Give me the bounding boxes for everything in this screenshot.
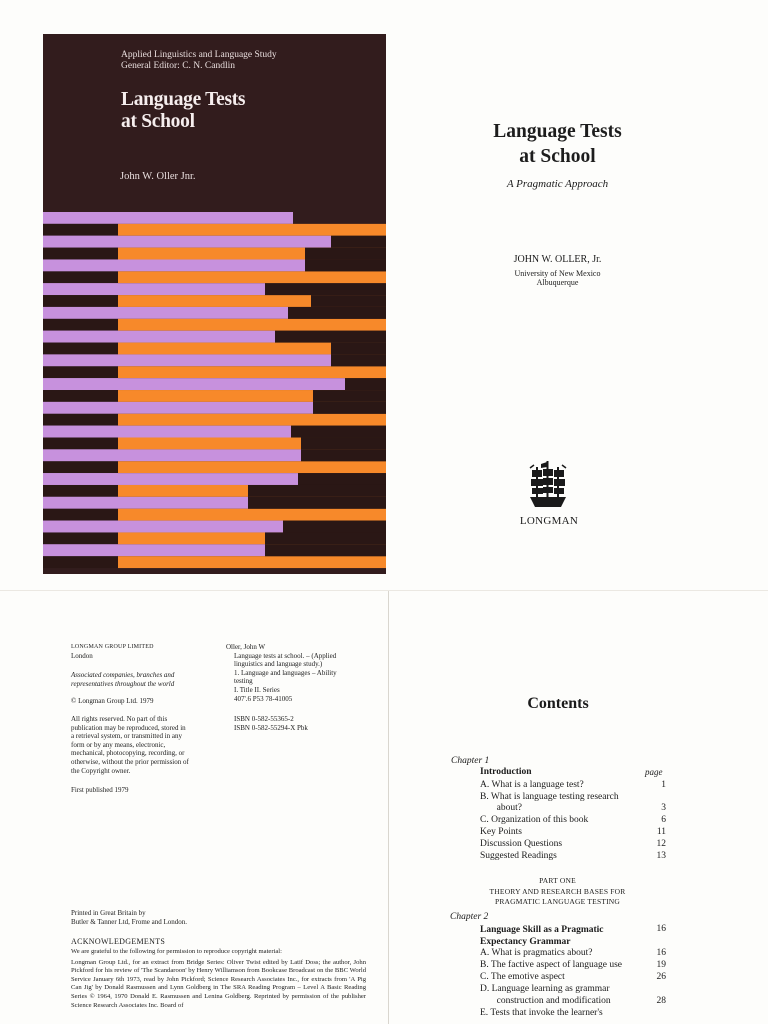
rights-line: publication may be reproduced, stored in bbox=[71, 723, 186, 732]
title-page-publisher: LONGMAN bbox=[519, 515, 579, 527]
chapter2-label: Chapter 2 bbox=[450, 912, 489, 922]
cover-stripe bbox=[43, 331, 118, 343]
cover-stripe bbox=[43, 497, 118, 509]
affiliation-line1: University of New Mexico bbox=[514, 269, 601, 278]
cover-stripe bbox=[43, 354, 118, 366]
catalogue-line: 407'.6 P53 78-41005 bbox=[234, 694, 293, 703]
cover-stripe bbox=[118, 224, 386, 236]
toc-row bbox=[480, 815, 666, 827]
toc-row bbox=[480, 780, 666, 792]
associated-line2: representatives throughout the world bbox=[71, 679, 175, 688]
printer-info bbox=[71, 909, 271, 926]
toc-entry: A. What is a language test? bbox=[480, 780, 584, 790]
contents-heading: Contents bbox=[527, 695, 589, 712]
cover-stripe bbox=[43, 438, 118, 450]
rights-line: the Copyright owner. bbox=[71, 766, 131, 775]
catalogue-line: linguistics and language study.) bbox=[234, 660, 323, 669]
part-one-line1: PART ONE bbox=[539, 876, 576, 885]
toc-entry: B. The factive aspect of language use bbox=[480, 960, 623, 970]
publisher-block bbox=[71, 643, 221, 660]
cover-stripe bbox=[43, 271, 118, 283]
cover-stripe bbox=[248, 497, 386, 509]
isbn-line: ISBN 0-582-55365-2 bbox=[234, 715, 294, 723]
toc-page: 3 bbox=[661, 803, 666, 813]
cover-stripe bbox=[43, 236, 118, 248]
cover-series-line2: General Editor: C. N. Candlin bbox=[121, 61, 235, 71]
catalogue-line: Language tests at school. – (Applied bbox=[234, 651, 337, 660]
cover-stripe bbox=[118, 509, 386, 521]
title-page-title-line1: Language Tests bbox=[493, 121, 622, 142]
printer-line2: Butler & Tanner Ltd, Frome and London. bbox=[71, 917, 188, 926]
cover-stripe bbox=[283, 521, 386, 533]
cover-stripe bbox=[43, 248, 118, 260]
cover-stripe bbox=[43, 378, 118, 390]
toc-row bbox=[480, 984, 666, 996]
toc-entry: D. Language learning as grammar bbox=[480, 984, 610, 994]
part-one-heading bbox=[450, 876, 665, 908]
title-page-title-line2: at School bbox=[519, 146, 596, 167]
rights-statement bbox=[71, 715, 221, 775]
toc-entry: Key Points bbox=[480, 827, 522, 837]
toc-page: 16 bbox=[656, 924, 666, 935]
cover-stripe bbox=[118, 271, 386, 283]
cover-stripe bbox=[118, 414, 386, 426]
cover-stripe bbox=[331, 236, 386, 248]
cover-stripe bbox=[118, 366, 386, 378]
toc-page: 28 bbox=[656, 996, 666, 1006]
cover-stripe bbox=[331, 354, 386, 366]
catalogue-entry bbox=[226, 643, 368, 703]
toc-page: 12 bbox=[656, 839, 666, 849]
catalogue-line: I. Title II. Series bbox=[234, 685, 280, 694]
cover-stripe bbox=[298, 473, 386, 485]
cover-stripe bbox=[118, 461, 386, 473]
publisher-name: LONGMAN GROUP LIMITED bbox=[71, 644, 154, 650]
page-divider-vertical bbox=[388, 590, 389, 1024]
cover-stripe bbox=[43, 295, 118, 307]
cover-series-line1: Applied Linguistics and Language Study bbox=[121, 50, 277, 60]
isbn-block bbox=[234, 715, 374, 732]
printer-line1: Printed in Great Britain by bbox=[71, 909, 146, 917]
chapter1-title: Introduction bbox=[480, 767, 532, 777]
rights-line: form or by any means, electronic, bbox=[71, 740, 166, 749]
cover-stripe bbox=[265, 283, 386, 295]
part-one-line3: PRAGMATIC LANGUAGE TESTING bbox=[494, 897, 621, 906]
toc-page: 16 bbox=[656, 948, 666, 958]
cover-stripe bbox=[118, 319, 386, 331]
cover-stripe bbox=[43, 556, 118, 568]
cover-stripe bbox=[43, 532, 118, 544]
toc-page: 6 bbox=[661, 815, 666, 825]
cover-stripe bbox=[43, 414, 118, 426]
toc-row bbox=[480, 803, 666, 815]
cover-stripe bbox=[345, 378, 386, 390]
title-page-affiliation bbox=[430, 269, 685, 287]
first-published: First published 1979 bbox=[71, 786, 129, 794]
chapter1-label: Chapter 1 bbox=[451, 756, 490, 766]
page-divider-horizontal bbox=[0, 590, 768, 591]
cover-stripe bbox=[43, 426, 118, 438]
cover-title-line2: at School bbox=[121, 111, 195, 132]
isbn-line: ISBN 0-582-55294-X Pbk bbox=[234, 723, 308, 732]
cover-stripe bbox=[305, 248, 386, 260]
cover-stripe bbox=[301, 438, 386, 450]
cover-stripe bbox=[43, 259, 118, 271]
acknowledgements-body: Longman Group Ltd., for an extract from Bridge Series: Oliver Twist edited by Latif Doss; the author, John Pickford for his review of 'The Scandaroon' by Henry Williamson from Bookcase Broadcast on the BBC World Service January 6th 1973, read by John Pickford; Science Research Associates Inc., for extracts from 'A Pig Can Jig' by Donald Rasmussen and Lynn Goldberg in The SRA Reading Program – Level A Basic Reading Series © 1964, 1970 Donald E. Rasmussen and Lenina Goldberg. Reprinted by permission of the publisher Science Research Associates Inc. Board of bbox=[71, 958, 366, 1009]
toc-row bbox=[480, 839, 666, 851]
rights-line: All rights reserved. No part of this bbox=[71, 715, 168, 723]
cover-stripe bbox=[43, 544, 118, 556]
page-column-label: page bbox=[645, 767, 663, 777]
cover-stripe bbox=[43, 473, 118, 485]
acknowledgements-text bbox=[71, 948, 366, 1010]
toc-page: 1 bbox=[661, 780, 666, 790]
toc-page: 11 bbox=[656, 827, 666, 837]
toc-row bbox=[480, 948, 666, 960]
toc-entry: C. The emotive aspect bbox=[480, 972, 565, 982]
toc-page: 19 bbox=[656, 960, 666, 970]
toc-page: 26 bbox=[656, 972, 666, 982]
cover-stripe bbox=[43, 390, 118, 402]
rights-line: a retrieval system, or transmitted in any bbox=[71, 732, 182, 741]
toc-entry: about? bbox=[480, 803, 522, 813]
publisher-city: London bbox=[71, 651, 93, 660]
cover-stripe bbox=[43, 402, 118, 414]
associated-companies bbox=[71, 671, 221, 688]
catalogue-line: testing bbox=[234, 677, 253, 686]
rights-line: otherwise, without the prior permission of bbox=[71, 757, 189, 766]
toc-entry: C. Organization of this book bbox=[480, 815, 589, 825]
cover-stripe bbox=[43, 283, 118, 295]
cover-stripe bbox=[301, 449, 386, 461]
cover-stripe bbox=[43, 224, 118, 236]
title-page-author: JOHN W. OLLER, Jr. bbox=[513, 254, 602, 265]
cover-stripe bbox=[311, 295, 386, 307]
cover-stripe bbox=[291, 426, 386, 438]
toc-row bbox=[480, 851, 666, 863]
part-one-line2: THEORY AND RESEARCH BASES FOR bbox=[489, 886, 626, 896]
cover-stripe bbox=[288, 307, 386, 319]
ship-icon bbox=[529, 460, 567, 510]
cover-stripe bbox=[331, 343, 386, 355]
catalogue-line: Oller, John W bbox=[226, 643, 266, 651]
cover-stripe bbox=[43, 307, 118, 319]
acknowledgements-intro: We are grateful to the following for permission to reproduce copyright material: bbox=[71, 948, 282, 955]
cover-stripe bbox=[313, 402, 386, 414]
cover-author: John W. Oller Jnr. bbox=[120, 171, 196, 182]
chapter2-title-line2: Expectancy Grammar bbox=[480, 937, 571, 947]
cover-stripe bbox=[43, 366, 118, 378]
associated-line1: Associated companies, branches and bbox=[71, 671, 175, 679]
toc-row bbox=[480, 996, 666, 1008]
toc-entry: Suggested Readings bbox=[480, 851, 557, 861]
toc-row bbox=[480, 972, 666, 984]
cover-stripe bbox=[275, 331, 386, 343]
cover-stripe bbox=[43, 461, 118, 473]
cover-stripe bbox=[43, 485, 118, 497]
cover-title-line1: Language Tests bbox=[121, 89, 246, 110]
cover-stripe bbox=[43, 509, 118, 521]
cover-stripe bbox=[43, 343, 118, 355]
cover-stripe bbox=[248, 485, 386, 497]
chapter2-title-line1: Language Skill as a Pragmatic bbox=[480, 925, 604, 935]
cover-stripe bbox=[43, 319, 118, 331]
cover-stripe bbox=[265, 544, 386, 556]
cover-series bbox=[121, 50, 277, 72]
toc-row bbox=[480, 827, 666, 839]
affiliation-line2: Albuquerque bbox=[536, 278, 579, 287]
toc-entry: E. Tests that invoke the learner's bbox=[480, 1008, 603, 1018]
toc-page: 13 bbox=[656, 851, 666, 861]
cover-stripe bbox=[313, 390, 386, 402]
toc-row bbox=[480, 1008, 666, 1020]
toc-entry: A. What is pragmatics about? bbox=[480, 948, 593, 958]
book-cover bbox=[43, 34, 386, 574]
cover-stripe bbox=[43, 449, 118, 461]
cover-stripe bbox=[43, 521, 118, 533]
cover-stripe bbox=[43, 212, 293, 224]
cover-stripe bbox=[305, 259, 386, 271]
toc-row bbox=[480, 960, 666, 972]
cover-stripe-pattern bbox=[43, 212, 386, 574]
copyright-notice: © Longman Group Ltd. 1979 bbox=[71, 697, 154, 705]
acknowledgements-heading: ACKNOWLEDGEMENTS bbox=[71, 937, 166, 946]
chapter2-title bbox=[480, 924, 604, 948]
catalogue-line: 1. Language and languages – Ability bbox=[234, 668, 337, 677]
cover-title bbox=[121, 89, 245, 133]
toc-entry: Discussion Questions bbox=[480, 839, 563, 849]
rights-line: mechanical, photocopying, recording, or bbox=[71, 749, 185, 758]
title-page-subtitle: A Pragmatic Approach bbox=[506, 178, 609, 190]
title-page-title bbox=[430, 119, 685, 169]
cover-stripe bbox=[265, 532, 386, 544]
toc-entry: construction and modification bbox=[480, 996, 611, 1006]
cover-stripe bbox=[118, 556, 386, 568]
toc-entry: B. What is language testing research bbox=[480, 792, 619, 802]
